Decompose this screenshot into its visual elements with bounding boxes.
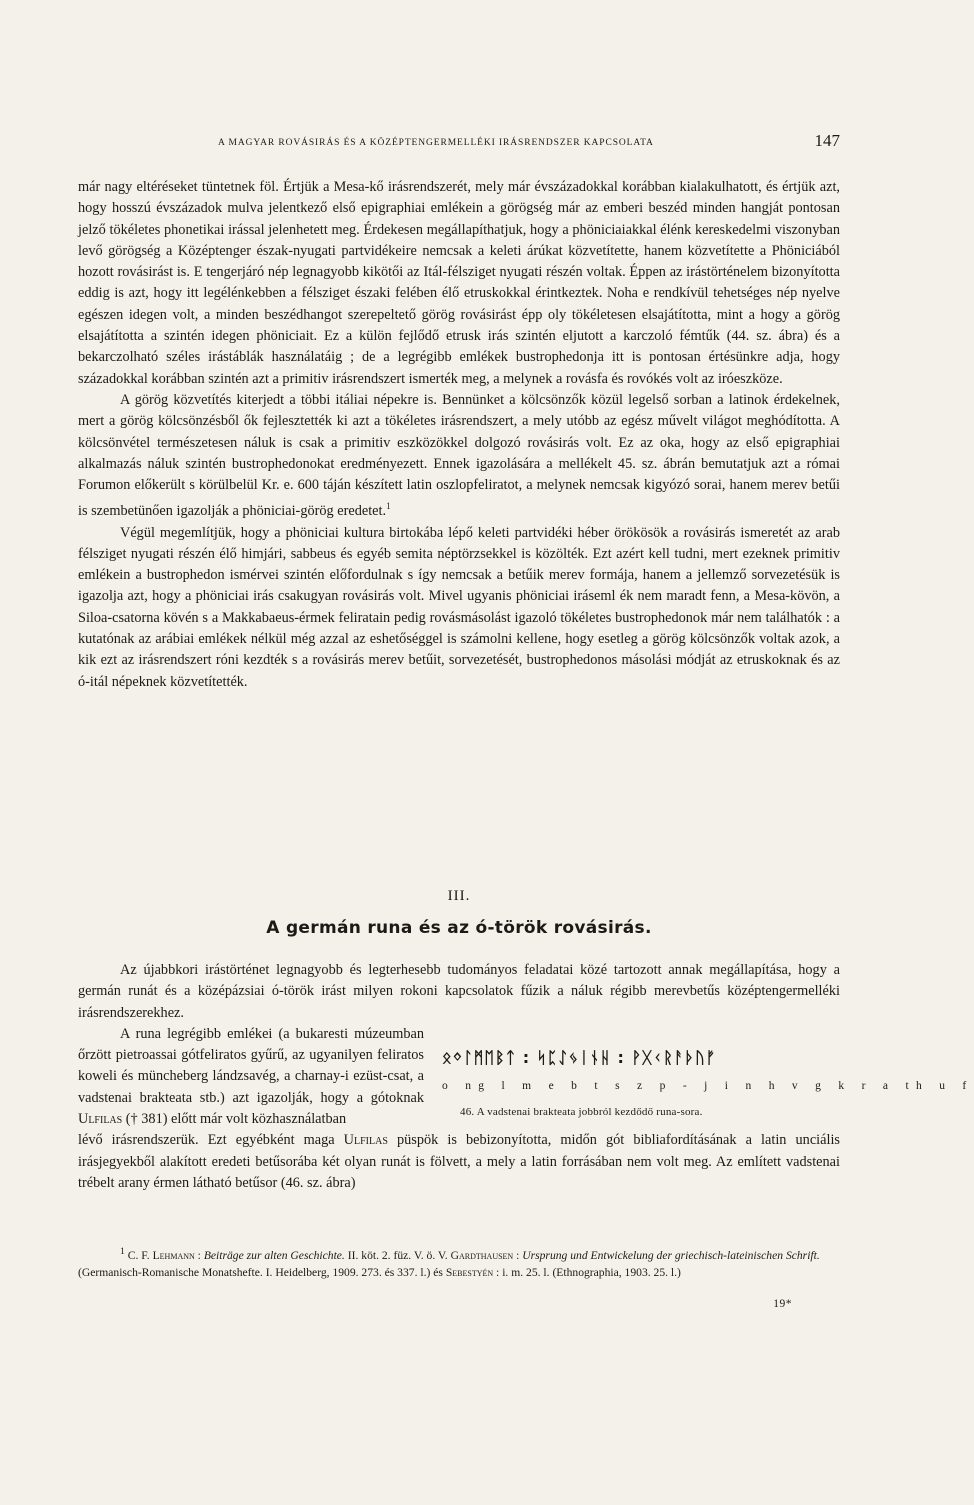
paragraph-3: Végül megemlítjük, hogy a phöniciai kultura birtokába lépő keleti partvidéki héber örökösök a rovásirás ismeretét az arab félsziget nyugati részén élő himjári, sabbeus és egyéb semita néptörzsekkel is közölték. Ezt azért kell tudni, mert ezeknek primitiv emlékein a bustrophedon ismérvei szintén előfordulnak s így nemcsak a betűik merev formája, hanem a jellemző sorvezetésük is igazolja azt, hogy a phöniciai irás csakugyan rovásirás volt. Mivel ugyanis phöniciai iráseml ék nem maradt fenn, a Mesa-kövön, a Siloa-csatorna kövén s a Makkabaeus-érmek feliratain pedig rovásmásolást igazoló tökéletes bustrophedonok már nem találhatók : a kutatónak az arábiai emlékek nélkül még azzal az eshetőséggel is számolni kellene, hogy esetleg a görög kölcsönzők voltak azok, a kik ezt az irásrendszert róni kezdték s a rovásirás merev betűit, sorvezetését, bustrophedonos másolási módját az etruskoknak és az ó-itál népeknek közvetítették.	[78, 524, 840, 690]
section-number: III.	[447, 888, 471, 904]
text-beside-figure	[78, 1024, 424, 1130]
p2a-text: A runa legrégibb emlékei (a bukaresti múzeumban őrzött pietroassai gótfeliratos gyűrű, az ugyanilyen feliratos koweli és müncheberg lándzsavég, a charnay-i ezüst-csat, a vadstenai brakteata stb.) azt igazolják, hogy a gótoknak	[78, 1025, 424, 1106]
footnote-text-1: II. köt. 2. füz. V. ö. V.	[347, 1248, 448, 1262]
section-paragraph-2b	[78, 1130, 840, 1194]
name-ulfilas-2: Ulfilas	[343, 1132, 388, 1149]
running-title: A MAGYAR ROVÁSIRÁS ÉS A KÖZÉPTENGERMELLÉKI IRÁSRENDSZER KAPCSOLATA	[218, 138, 654, 148]
rune-row: ᛟᛜᛚᛗᛖᛒᛏ : ᛋᛈᛇᛃᛁᚾᚺ : ᚹᚷᚲᚱᚨᚦᚢᚠ	[442, 1048, 717, 1067]
footnotes	[78, 1243, 840, 1282]
p2b-text: († 381) előtt már volt közhasználatban	[125, 1111, 347, 1128]
name-ulfilas: Ulfilas	[78, 1111, 123, 1128]
footnote-marker: 1	[386, 501, 391, 512]
p2c-text: lévő irásrendszerük. Ezt egyébként maga	[78, 1132, 335, 1149]
footnote-1	[78, 1243, 840, 1282]
body-text	[78, 177, 840, 693]
running-header	[78, 131, 840, 154]
figure-caption: 46. A vadstenai brakteata jobbról kezdődő runa-sora.	[460, 1106, 703, 1118]
paragraph-2-text: A görög közvetítés kiterjedt a többi itáliai népekre is. Bennünket a kölcsönzők közül legelső sorban a latinok érdekelnek, mert a görög kölcsönzésből ők fejlesztették ki azt a tökéletes irásrendszert, a mely utóbb az egész művelt világot meghódította. A kölcsönvétel természetesen náluk is csak a primitiv eszközökkel dolgozó rovásirás volt. Ez az oka, hogy az első epigraphiai alkalmazás náluk szintén bustrophedonokat eredményezett. Ennek igazolására a mellékelt 45. sz. ábrán bemutatjuk azt a római Forumon előkerült s körülbelül Kr. e. 600 táján készített latin oszlopfeliratot, a melynek nemcsak kigyózó sorai, hanem merev betűi is szembetünően igazolják a phöniciai-görög eredetet.	[78, 391, 840, 520]
footnote-text-2: (Germanisch-Romanische Monatshefte. I. Heidelberg, 1909. 273. és 337. l.)	[78, 1266, 431, 1280]
signature-mark: 19*	[773, 1298, 792, 1310]
footnote-number: 1	[120, 1246, 125, 1257]
footnote-text-4: i. m. 25. l. (Ethnographia, 1903. 25. l.)	[502, 1266, 681, 1280]
footnote-author-2: Gardthausen :	[450, 1248, 520, 1262]
section-paragraph-2a	[78, 1024, 424, 1130]
paragraph-1: már nagy eltéréseket tüntetnek föl. Értjük a Mesa-kő irásrendszerét, mely már évszázadokkal korábban kialakulhatott, és értjük azt, hogy hosszú évszázadok mulva jelentkező első epigraphiai emlékein a görögség már az emberi beszéd minden hangját pontosan jelző tökéletes phonetikai irással jelenhetett meg. Érdekesen megállapíthatjuk, hogy a phöniciaiakkal élénk kereskedelmi viszonyban levő görögség a Középtenger észak-nyugati partvidékeire nemcsak a keleti árúkat közvetítette, hanem közvetítette a Phöniciából hozott rovásirást is. E tengerjáró nép legnagyobb kikötői az Itál-félsziget nyugati részén voltak. Éppen az irástörténelem bizonyította eddig is azt, hogy itt legélénkebben a félsziget északi felében élő etruskokkal érintkeztek. Noha e rendkívül tehetséges nép nyelve egészen idegen volt, a minden beszédhangot szerepeltető görög rovásirást épp oly tökéletesen elsajátította, mint a hogy a görög elsajátította a szintén idegen phöniciait. Ez a külön fejlődő etrusk irás szintén eljutott a karczoló fémtűk (44. sz. ábra) és a bekarczolható széles irástáblák használatáig ; de a legrégibb emlékek bustrophedonja itt is pontosan értésünkre adja, hogy századokkal korábban szintén azt a primitiv irásrendszert ismerték meg, a melynek a rovásfa és rovókés volt az iróeszköze.	[78, 179, 840, 387]
p2d-text: püspök is bebizonyította, midőn gót bibliafordításának a latin unciális irásjegyekből alakított eredeti betűsorába két olyan runát is fölvett, a mely a latin forrásában nem volt meg. Az említett vadstenai trébelt arany érmen látható betűsor (46. sz. ábra)	[78, 1132, 840, 1191]
section-title: A germán runa és az ó-török rovásirás.	[266, 918, 652, 938]
transliteration-row: o ng l m e b t s z p - j i n h v g k r a th u f	[442, 1080, 974, 1092]
figure-46	[442, 1048, 974, 1118]
page-number: 147	[814, 131, 840, 150]
footnote-author-3: Sebestyén :	[445, 1266, 500, 1280]
section-paragraph-1: Az újabbkori irástörténet legnagyobb és legterhesebb tudományos feladatai közé tartozott annak megállapítása, hogy a germán runát és a középázsiai ó-török irást milyen rokoni kapcsolatok fűzik a náluk régibb merevbetűs középtengermelléki irásrendszerekhez.	[78, 962, 840, 1021]
footnote-text-3: és	[433, 1266, 443, 1280]
footnote-title-2: Ursprung und Entwickelung der griechisch-lateinischen Schrift.	[522, 1248, 820, 1262]
footnote-title-1: Beiträge zur alten Geschichte.	[203, 1248, 345, 1262]
footnote-author-1: C. F. Lehmann :	[127, 1248, 201, 1262]
paragraph-2	[78, 390, 840, 523]
